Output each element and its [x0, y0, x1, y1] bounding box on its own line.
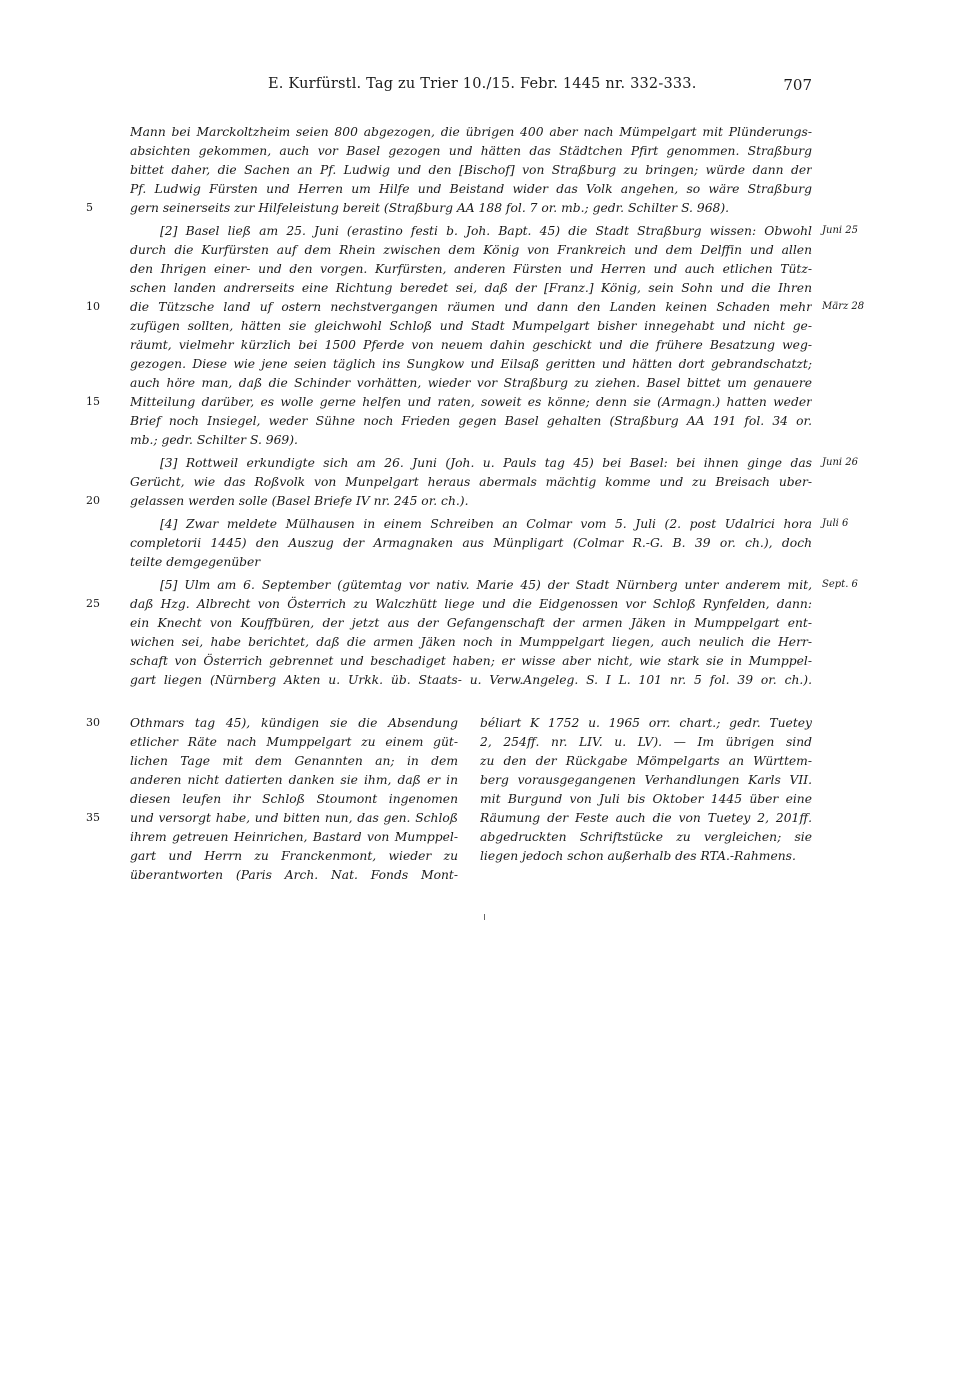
text-line: Pf. Ludwig Fürsten und Herren um Hilfe und Beistand wider das Volk angehen, so wäre Straßburg [130, 182, 812, 196]
text-line: räumt, vielmehr kürzlich bei 1500 Pferde von neuem dahin geschickt und die frühere Besatzung weg- [130, 338, 812, 352]
footnote-line: anderen nicht datierten danken sie ihm, daß er in [130, 773, 458, 787]
text-line: zufügen sollten, hätten sie gleichwohl Schloß und Stadt Mumpelgart bisher innegehabt und nicht ge- [130, 319, 812, 333]
text-line: completorii 1445) den Auszug der Armagnaken aus Münpligart (Colmar R.-G. B. 39 or. ch.), doch [130, 536, 812, 550]
line-number: 25 [86, 597, 100, 610]
footnote-line: mit Burgund von Juli bis Oktober 1445 über eine [480, 792, 812, 806]
text-line: auch höre man, daß die Schinder vorhätten, wieder vor Straßburg zu ziehen. Basel bittet um genauere [130, 376, 812, 390]
text-line: Mann bei Marckoltzheim seien 800 abgezogen, die übrigen 400 aber nach Mümpelgart mit Plünderungs- [130, 125, 812, 139]
text-line: den Ihrigen einer- und den vorgen. Kurfürsten, anderen Fürsten und Herren und auch etlichen Tütz- [130, 262, 812, 276]
footnote-line: Othmars tag 45), kündigen sie die Absendung [130, 716, 458, 730]
text-line: wichen sei, habe berichtet, daß die armen Jäken noch in Mumppelgart liegen, auch neulich die Herr- [130, 635, 812, 649]
running-title: E. Kurfürstl. Tag zu Trier 10./15. Febr. 1445 nr. 332-333. [268, 76, 697, 92]
margin-note: Juli 6 [822, 518, 849, 529]
line-number: 35 [86, 811, 100, 824]
text-line: gezogen. Diese wie jene seien täglich ins Sungkow und Eilsaß geritten und hätten dort gebrandschatzt; [130, 357, 812, 371]
text-line: durch die Kurfürsten auf dem Rhein zwischen dem König von Frankreich und dem Delffin und allen [130, 243, 812, 257]
text-line: ein Knecht von Kouffbüren, der jetzt aus der Gefangenschaft der armen Jäken in Mumppelgart ent- [130, 616, 812, 630]
line-number: 15 [86, 395, 100, 408]
running-header [130, 76, 812, 100]
footnote-line: abgedruckten Schriftstücke zu vergleichen; sie [480, 830, 812, 844]
margin-note: Juni 26 [822, 457, 858, 468]
line-number: 5 [86, 201, 93, 214]
text-line: schen landen andrerseits eine Richtung beredet sei, daß der [Franz.] König, sein Sohn und die Ihren [130, 281, 812, 295]
line-number: 10 [86, 300, 100, 313]
line-number: 30 [86, 716, 100, 729]
text-line: Gerücht, wie das Roßvolk von Munpelgart heraus abermals mächtig komme und zu Breisach uber- [130, 475, 812, 489]
end-mark [484, 914, 485, 920]
footnote-line: überantworten (Paris Arch. Nat. Fonds Mont- [130, 868, 458, 882]
margin-note: März 28 [822, 301, 865, 312]
text-line: gern seinerseits zur Hilfeleistung bereit (Straßburg AA 188 fol. 7 or. mb.; gedr. Schilter S. 968). [130, 201, 730, 215]
page-number: 707 [783, 76, 812, 94]
footnote-line: Räumung der Feste auch die von Tuetey 2, 201ff. [480, 811, 812, 825]
margin-note: Sept. 6 [822, 579, 858, 590]
footnote-line: béliart K 1752 u. 1965 orr. chart.; gedr. Tuetey [480, 716, 812, 730]
footnote-line: ihrem getreuen Heinrichen, Bastard von Mumppel- [130, 830, 458, 844]
footnote-line: berg vorausgegangenen Verhandlungen Karls VII. [480, 773, 812, 787]
text-line: [4] Zwar meldete Mülhausen in einem Schreiben an Colmar vom 5. Juli (2. post Udalrici hora [160, 517, 812, 531]
footnote-line: etlicher Räte nach Mumppelgart zu einem güt- [130, 735, 458, 749]
text-line: gart liegen (Nürnberg Akten u. Urkk. üb. Staats- u. Verw.Angeleg. S. I L. 101 nr. 5 fol. 39 or. ch.). [130, 673, 812, 687]
footnote-line: lichen Tage mit dem Genannten an; in dem [130, 754, 458, 768]
text-line: Brief noch Insiegel, weder Sühne noch Frieden gegen Basel gehalten (Straßburg AA 191 fol. 34 or. [130, 414, 812, 428]
text-line: schaft von Österrich gebrennet und beschadiget haben; er wisse aber nicht, wie stark sie in Mumppel- [130, 654, 812, 668]
text-line: mb.; gedr. Schilter S. 969). [130, 433, 298, 447]
text-line: [5] Ulm am 6. September (gütemtag vor nativ. Marie 45) der Stadt Nürnberg unter anderem mit, [160, 578, 812, 592]
footnote-line: zu den der Rückgabe Mömpelgarts an Württem- [480, 754, 812, 768]
text-line: gelassen werden solle (Basel Briefe IV nr. 245 or. ch.). [130, 494, 469, 508]
footnote-line: diesen leufen ihr Schloß Stoumont ingenomen [130, 792, 458, 806]
line-number: 20 [86, 494, 100, 507]
text-line: absichten gekommen, auch vor Basel gezogen und hätten das Städtchen Pfirt genommen. Straßburg [130, 144, 812, 158]
text-line: die Tützsche land uf ostern nechstvergangen räumen und dann den Landen keinen Schaden mehr [130, 300, 812, 314]
text-line: [2] Basel ließ am 25. Juni (erastino festi b. Joh. Bapt. 45) die Stadt Straßburg wissen: Obwohl [160, 224, 812, 238]
footnote-line: und versorgt habe, und bitten nun, das gen. Schloß [130, 811, 458, 825]
footnote-line: gart und Herrn zu Franckenmont, wieder zu [130, 849, 458, 863]
footnote-line: 2, 254ff. nr. LIV. u. LV). — Im übrigen sind [480, 735, 812, 749]
text-line: teilte demgegenüber [130, 555, 261, 569]
text-line: Mitteilung darüber, es wolle gerne helfen und raten, soweit es könne; denn sie (Armagn.) hatten weder [130, 395, 812, 409]
margin-note: Juni 25 [822, 225, 858, 236]
text-line: daß Hzg. Albrecht von Österrich zu Walczhütt liege und die Eidgenossen vor Schloß Rynfelden, dann: [130, 597, 812, 611]
text-line: bittet daher, die Sachen an Pf. Ludwig und den [Bischof] von Straßburg zu bringen; würde dann der [130, 163, 812, 177]
footnote-line: liegen jedoch schon außerhalb des RTA.-Rahmens. [480, 849, 796, 863]
text-line: [3] Rottweil erkundigte sich am 26. Juni (Joh. u. Pauls tag 45) bei Basel: bei ihnen ginge das [160, 456, 812, 470]
